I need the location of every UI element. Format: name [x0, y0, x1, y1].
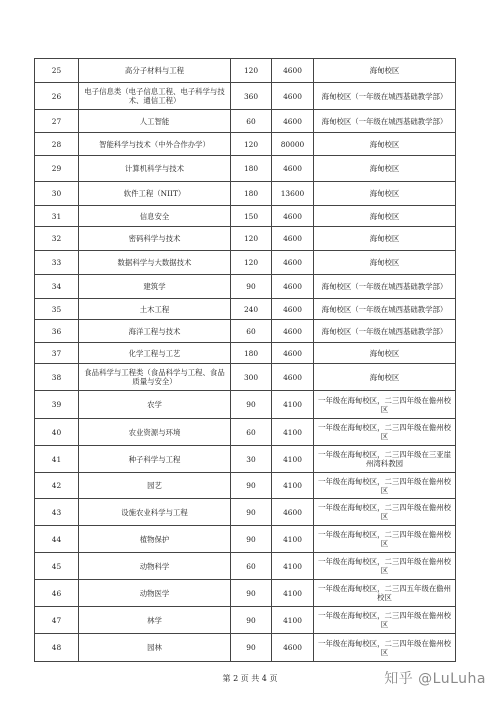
cell-major: 农业资源与环境	[79, 419, 231, 446]
cell-quota: 120	[231, 133, 272, 156]
cell-fee: 4600	[272, 364, 314, 391]
cell-number: 39	[35, 391, 79, 419]
cell-fee: 4600	[272, 227, 314, 251]
table-row	[35, 83, 456, 110]
table-row	[35, 156, 456, 182]
table-row	[35, 391, 456, 419]
cell-fee: 4600	[272, 59, 314, 83]
cell-campus: 海甸校区	[314, 133, 456, 156]
cell-major: 化学工程与工艺	[79, 343, 231, 364]
cell-quota: 120	[231, 251, 272, 275]
cell-fee: 4100	[272, 580, 314, 607]
cell-fee: 4100	[272, 553, 314, 580]
cell-major: 密码科学与技术	[79, 227, 231, 251]
cell-major: 设施农业科学与工程	[79, 499, 231, 526]
cell-major: 智能科学与技术（中外合作办学）	[79, 133, 231, 156]
cell-campus: 海甸校区	[314, 364, 456, 391]
table-row	[35, 446, 456, 473]
cell-campus: 海甸校区	[314, 227, 456, 251]
cell-campus: 一年级在海甸校区，二三四五年级在儋州校区	[314, 580, 456, 607]
cell-quota: 180	[231, 182, 272, 206]
cell-major: 软件工程（NIIT）	[79, 182, 231, 206]
cell-quota: 60	[231, 419, 272, 446]
cell-campus: 海甸校区（一年级在城西基础教学部）	[314, 83, 456, 110]
cell-campus: 一年级在海甸校区，二三四年级在儋州校区	[314, 607, 456, 634]
cell-campus: 一年级在海甸校区，二三四年级在儋州校区	[314, 391, 456, 419]
cell-quota: 90	[231, 275, 272, 299]
cell-fee: 4600	[272, 634, 314, 662]
cell-quota: 90	[231, 526, 272, 553]
cell-fee: 4100	[272, 391, 314, 419]
cell-campus: 一年级在海甸校区，二三四年级在三亚崖州湾科教园	[314, 446, 456, 473]
cell-number: 36	[35, 320, 79, 343]
cell-fee: 4600	[272, 251, 314, 275]
cell-number: 41	[35, 446, 79, 473]
cell-number: 30	[35, 182, 79, 206]
cell-campus: 海甸校区（一年级在城西基础教学部）	[314, 299, 456, 320]
cell-number: 40	[35, 419, 79, 446]
cell-number: 28	[35, 133, 79, 156]
cell-quota: 360	[231, 83, 272, 110]
cell-fee: 4100	[272, 526, 314, 553]
table-row	[35, 343, 456, 364]
table-body	[35, 59, 456, 662]
admission-plan-table-wrap	[34, 58, 455, 662]
table-row	[35, 227, 456, 251]
cell-major: 动物医学	[79, 580, 231, 607]
cell-fee: 4600	[272, 299, 314, 320]
admission-plan-table	[34, 58, 456, 662]
cell-number: 48	[35, 634, 79, 662]
cell-number: 34	[35, 275, 79, 299]
cell-campus: 海甸校区（一年级在城西基础教学部）	[314, 110, 456, 133]
cell-number: 26	[35, 83, 79, 110]
cell-fee: 80000	[272, 133, 314, 156]
cell-fee: 4600	[272, 343, 314, 364]
cell-fee: 4600	[272, 156, 314, 182]
cell-number: 47	[35, 607, 79, 634]
cell-campus: 海甸校区（一年级在城西基础教学部）	[314, 320, 456, 343]
cell-quota: 180	[231, 156, 272, 182]
cell-number: 32	[35, 227, 79, 251]
cell-campus: 海甸校区	[314, 251, 456, 275]
cell-quota: 90	[231, 391, 272, 419]
cell-fee: 4100	[272, 473, 314, 499]
cell-number: 46	[35, 580, 79, 607]
table-row	[35, 580, 456, 607]
table-row	[35, 526, 456, 553]
table-row	[35, 110, 456, 133]
table-row	[35, 299, 456, 320]
table-row	[35, 182, 456, 206]
cell-quota: 180	[231, 343, 272, 364]
cell-quota: 150	[231, 206, 272, 227]
table-row	[35, 59, 456, 83]
cell-campus: 海甸校区	[314, 156, 456, 182]
table-row	[35, 133, 456, 156]
cell-campus: 海甸校区（一年级在城西基础教学部）	[314, 275, 456, 299]
cell-major: 林学	[79, 607, 231, 634]
cell-quota: 60	[231, 110, 272, 133]
cell-number: 45	[35, 553, 79, 580]
cell-major: 海洋工程与技术	[79, 320, 231, 343]
cell-fee: 4600	[272, 499, 314, 526]
cell-fee: 4600	[272, 275, 314, 299]
cell-campus: 海甸校区	[314, 206, 456, 227]
cell-campus: 海甸校区	[314, 343, 456, 364]
cell-number: 33	[35, 251, 79, 275]
cell-number: 43	[35, 499, 79, 526]
cell-campus: 海甸校区	[314, 182, 456, 206]
cell-campus: 一年级在海甸校区，二三四年级在儋州校区	[314, 473, 456, 499]
cell-major: 植物保护	[79, 526, 231, 553]
cell-quota: 90	[231, 607, 272, 634]
cell-quota: 90	[231, 634, 272, 662]
table-row	[35, 634, 456, 662]
cell-number: 31	[35, 206, 79, 227]
cell-quota: 90	[231, 473, 272, 499]
cell-major: 种子科学与工程	[79, 446, 231, 473]
cell-number: 35	[35, 299, 79, 320]
cell-quota: 90	[231, 580, 272, 607]
table-row	[35, 320, 456, 343]
cell-quota: 120	[231, 227, 272, 251]
cell-major: 计算机科学与技术	[79, 156, 231, 182]
cell-quota: 300	[231, 364, 272, 391]
cell-number: 37	[35, 343, 79, 364]
cell-number: 27	[35, 110, 79, 133]
cell-fee: 4600	[272, 320, 314, 343]
page-number: 第 2 页 共 4 页	[222, 674, 278, 683]
cell-major: 数据科学与大数据技术	[79, 251, 231, 275]
cell-quota: 90	[231, 499, 272, 526]
watermark: 知乎 @LuLuha	[384, 671, 486, 687]
cell-fee: 13600	[272, 182, 314, 206]
cell-quota: 30	[231, 446, 272, 473]
cell-number: 42	[35, 473, 79, 499]
table-row	[35, 499, 456, 526]
cell-major: 园林	[79, 634, 231, 662]
cell-quota: 240	[231, 299, 272, 320]
table-row	[35, 473, 456, 499]
table-row	[35, 607, 456, 634]
cell-number: 44	[35, 526, 79, 553]
cell-major: 高分子材料与工程	[79, 59, 231, 83]
cell-major: 信息安全	[79, 206, 231, 227]
cell-major: 土木工程	[79, 299, 231, 320]
cell-campus: 一年级在海甸校区，二三四年级在儋州校区	[314, 526, 456, 553]
cell-major: 食品科学与工程类（食品科学与工程、食品质量与安全）	[79, 364, 231, 391]
cell-fee: 4100	[272, 419, 314, 446]
cell-fee: 4100	[272, 446, 314, 473]
table-row	[35, 275, 456, 299]
cell-quota: 60	[231, 553, 272, 580]
cell-major: 电子信息类（电子信息工程、电子科学与技术、通信工程）	[79, 83, 231, 110]
cell-campus: 海甸校区	[314, 59, 456, 83]
cell-campus: 一年级在海甸校区，二三四年级在儋州校区	[314, 553, 456, 580]
table-row	[35, 553, 456, 580]
cell-fee: 4600	[272, 83, 314, 110]
cell-quota: 120	[231, 59, 272, 83]
cell-campus: 一年级在海甸校区，二三四年级在儋州校区	[314, 419, 456, 446]
cell-major: 人工智能	[79, 110, 231, 133]
table-row	[35, 419, 456, 446]
cell-major: 建筑学	[79, 275, 231, 299]
cell-number: 38	[35, 364, 79, 391]
table-row	[35, 364, 456, 391]
cell-number: 25	[35, 59, 79, 83]
cell-campus: 一年级在海甸校区，二三四年级在儋州校区	[314, 499, 456, 526]
cell-number: 29	[35, 156, 79, 182]
cell-major: 动物科学	[79, 553, 231, 580]
cell-fee: 4100	[272, 607, 314, 634]
cell-major: 园艺	[79, 473, 231, 499]
table-row	[35, 206, 456, 227]
cell-campus: 一年级在海甸校区，二三四年级在儋州校区	[314, 634, 456, 662]
cell-fee: 4600	[272, 206, 314, 227]
table-row	[35, 251, 456, 275]
cell-fee: 4600	[272, 110, 314, 133]
cell-quota: 60	[231, 320, 272, 343]
cell-major: 农学	[79, 391, 231, 419]
